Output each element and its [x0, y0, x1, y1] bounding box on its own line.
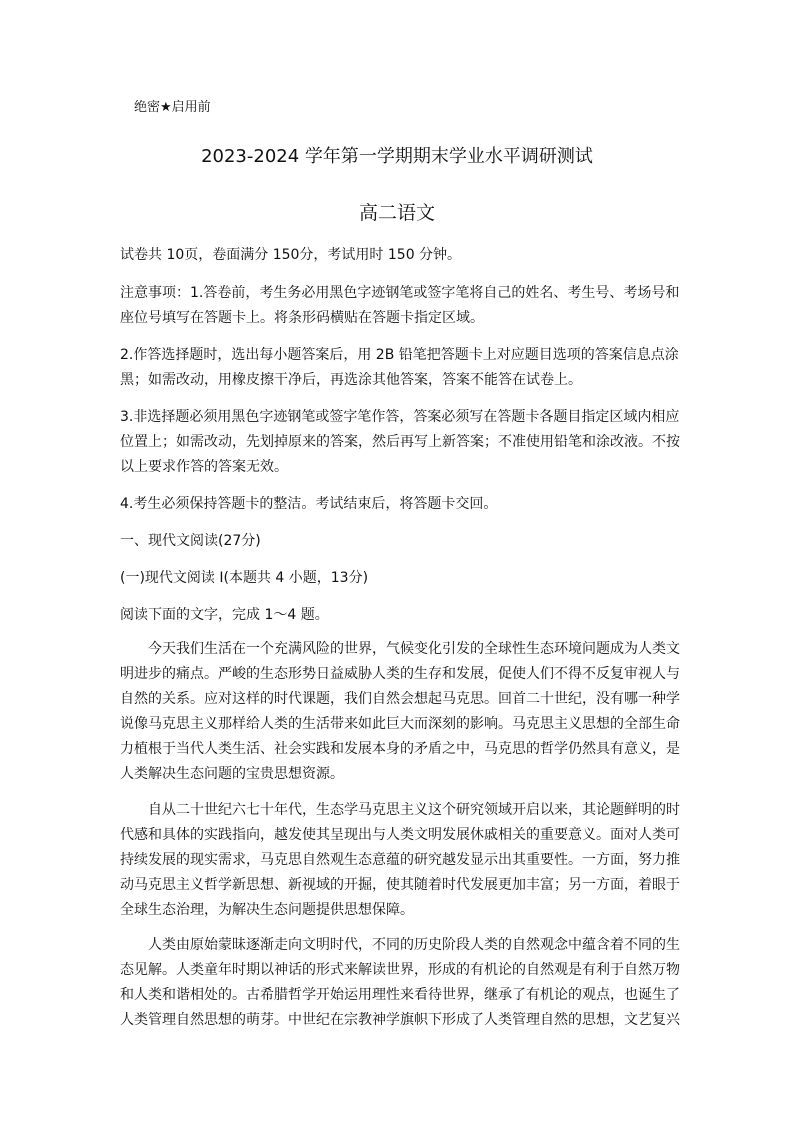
instruction-line: 3.非选择题必须用黑色字迹钢笔或签字笔作答，答案必须写在答题卡各题目指定区域内相应	[120, 409, 680, 425]
passage-line: 动马克思主义哲学新思想、新视域的开掘，使其随着时代发展更加丰富；另一方面，着眼于	[120, 877, 680, 893]
instruction-line: 座位号填写在答题卡上。将条形码横贴在答题卡指定区域。	[120, 310, 484, 326]
instruction-line: 以上要求作答的答案无效。	[120, 459, 288, 475]
passage-line: 明进步的痛点。严峻的生态形势日益威胁人类的生存和发展，促使人们不得不反复审视人与	[120, 666, 680, 682]
passage-line: 态见解。人类童年时期以神话的形式来解读世界，形成的有机论的自然观是有利于自然万物	[120, 962, 680, 978]
section-subheading: (一)现代文阅读 I(本题共 4 小题，13分)	[120, 570, 369, 586]
exam-summary: 试卷共 10页，卷面满分 150分，考试用时 150 分钟。	[120, 247, 462, 263]
passage-line: 代感和具体的实践指向，越发使其呈现出与人类文明发展休戚相关的重要意义。面对人类可	[120, 827, 680, 843]
passage-line: 持续发展的现实需求，马克思自然观生态意蕴的研究越发显示出其重要性。一方面，努力推	[120, 852, 680, 868]
instruction-line: 2.作答选择题时，选出每小题答案后，用 2B 铅笔把答题卡上对应题目选项的答案信息点涂	[120, 347, 679, 363]
passage-line: 人类解决生态问题的宝贵思想资源。	[120, 766, 344, 782]
section-heading: 一、现代文阅读(27分)	[120, 533, 261, 549]
passage-line: 自然的关系。应对这样的时代课题，我们自然会想起马克思。回首二十世纪，没有哪一种学	[120, 691, 680, 707]
passage-line: 和人类和谐相处的。古希腊哲学开始运用理性来看待世界，继承了有机论的观点，也诞生了	[120, 987, 680, 1003]
passage-line: 今天我们生活在一个充满风险的世界，气候变化引发的全球性生态环境问题成为人类文	[148, 641, 680, 657]
reading-prompt: 阅读下面的文字，完成 1～4 题。	[120, 607, 329, 623]
passage-line: 力植根于当代人类生活、社会实践和发展本身的矛盾之中，马克思的哲学仍然具有意义，是	[120, 741, 680, 757]
confidential-label: 绝密★启用前	[134, 100, 211, 115]
instruction-line: 黑；如需改动，用橡皮擦干净后，再选涂其他答案，答案不能答在试卷上。	[120, 372, 582, 388]
subject-title: 高二语文	[358, 202, 435, 224]
passage-line: 全球生态治理，为解决生态问题提供思想保障。	[120, 902, 414, 918]
passage-line: 说像马克思主义那样给人类的生活带来如此巨大而深刻的影响。马克思主义思想的全部生命	[120, 716, 680, 732]
exam-title: 2023-2024 学年第一学期期末学业水平调研测试	[201, 146, 593, 167]
passage-line: 人类由原始蒙昧逐渐走向文明时代，不同的历史阶段人类的自然观念中蕴含着不同的生	[148, 937, 680, 953]
instruction-line: 注意事项：1.答卷前，考生务必用黑色字迹钢笔或签字笔将自己的姓名、考生号、考场号和	[120, 285, 680, 301]
passage-line: 自从二十世纪六七十年代，生态学马克思主义这个研究领域开启以来，其论题鲜明的时	[148, 802, 680, 818]
instruction-line: 位置上；如需改动，先划掉原来的答案，然后再写上新答案；不准使用铅笔和涂改液。不按	[120, 434, 680, 450]
instruction-note-4: 4.考生必须保持答题卡的整洁。考试结束后，将答题卡交回。	[120, 496, 498, 512]
passage-line: 人类管理自然思想的萌芽。中世纪在宗教神学旗帜下形成了人类管理自然的思想，文艺复兴	[120, 1012, 680, 1028]
